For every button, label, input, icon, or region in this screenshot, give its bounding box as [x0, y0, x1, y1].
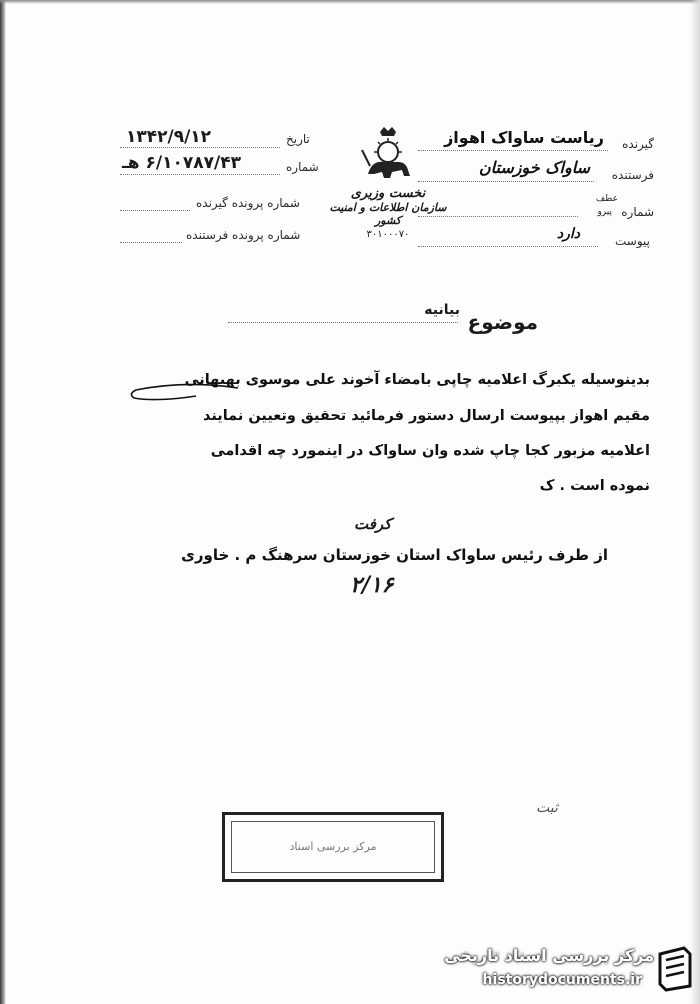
- sender-value: ساواک خوزستان: [478, 158, 590, 177]
- date-line: [120, 147, 280, 148]
- date-value: ۱۳۴۲/۹/۱۲: [126, 127, 212, 147]
- underline-scribble: [126, 382, 244, 406]
- archive-stamp-text: مرکز بررسی اسناد: [289, 840, 377, 853]
- recipient-value: ریاست ساواک اهواز: [444, 128, 604, 147]
- subject-line: [228, 322, 458, 323]
- org-code: ۳۰۱۰۰۰۷۰: [366, 229, 410, 240]
- watermark-title: مرکز بررسی اسناد تاریخی: [444, 946, 654, 965]
- org-line-1: نخست وزیری: [350, 186, 426, 201]
- scan-edge-left: [0, 0, 6, 1004]
- date-label: تاریخ: [286, 132, 310, 146]
- archive-stamp-inner: [231, 821, 435, 873]
- body-line-2: مقیم اهواز بپیوست ارسال دستور فرمائید تحقیق وتعیین نمایند: [202, 408, 650, 424]
- sender-file-line: [120, 242, 182, 243]
- sender-label: فرستنده: [611, 168, 654, 182]
- number-right-sub2: پیرو: [597, 207, 612, 217]
- scan-edge-right: [690, 0, 700, 1004]
- attachment-label: پیوست: [615, 234, 650, 248]
- body-line-4: نموده است . ک: [539, 478, 650, 494]
- recipient-file-line: [120, 210, 190, 211]
- signature-title: از طرف رئیس ساواک استان خوزستان سرهنگ م . خاوری: [181, 546, 608, 564]
- signature-initial: کرفت: [354, 515, 392, 533]
- org-line-2: سازمان اطلاعات و امنیت کشور: [329, 201, 447, 227]
- number-label: شماره: [286, 160, 319, 174]
- lion-and-sun-emblem-icon: [358, 126, 418, 182]
- watermark-footer: [418, 936, 700, 1004]
- subject-label: موضوع: [467, 310, 538, 334]
- attachment-value: دارد: [556, 226, 580, 242]
- recipient-file-label: شماره پرونده گیرنده: [196, 196, 300, 210]
- watermark-url: historydocuments.ir: [482, 972, 642, 988]
- scan-edge-top: [0, 0, 700, 4]
- signature-mark: ۲/۱۶: [350, 572, 394, 598]
- attachment-line: [418, 246, 598, 247]
- recipient-label: گیرنده: [622, 137, 654, 151]
- archive-stamp: [222, 812, 444, 882]
- emblem-block: [318, 126, 458, 240]
- number-right-sub1: عطف: [595, 194, 618, 204]
- number-value: ۶/۱۰۷۸۷/۴۳ هـ: [122, 153, 241, 173]
- body-line-3: اعلامیه مزبور کجا چاپ شده وان ساواک در اینمورد چه اقدامی: [210, 443, 650, 459]
- number-line: [120, 174, 280, 175]
- number-right-label: شماره: [621, 205, 654, 219]
- subject-value: بیانیه: [424, 302, 460, 318]
- body-line-1: بدینوسیله یکبرگ اعلامیه چاپی بامضاء آخوند علی موسوی بهبهانی: [184, 372, 650, 388]
- archive-logo-icon: [654, 944, 694, 992]
- sender-file-label: شماره پرونده فرستنده: [186, 228, 301, 242]
- margin-note: ثبت: [536, 800, 558, 816]
